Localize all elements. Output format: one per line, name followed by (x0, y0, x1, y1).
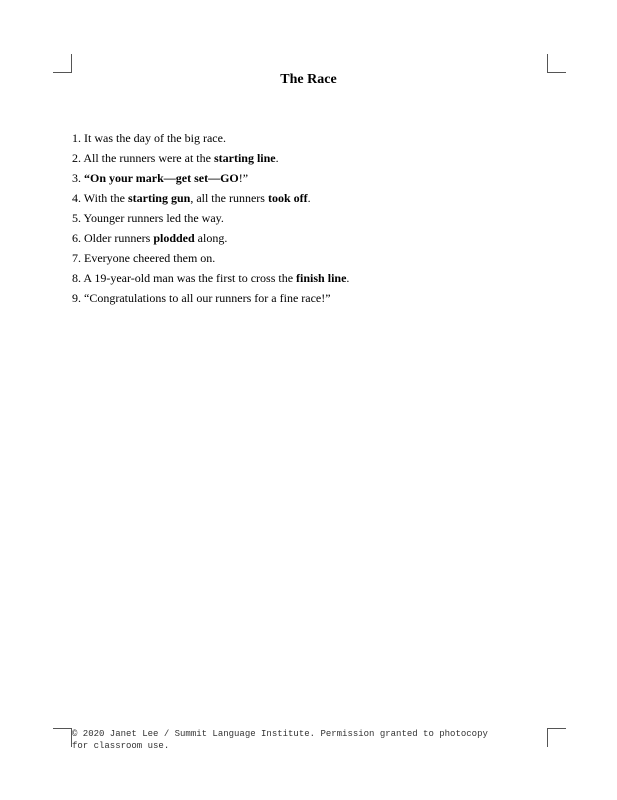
sentence-text: . (275, 151, 279, 165)
crop-mark-top-left (53, 54, 72, 73)
sentence-text: 3. (72, 171, 84, 185)
sentence-item (72, 228, 349, 248)
sentence-item (72, 248, 349, 268)
sentence-text: 6. Older runners (72, 231, 154, 245)
sentence-text: , all the runners (190, 191, 268, 205)
sentence-item (72, 148, 349, 168)
sentence-text: along. (194, 231, 228, 245)
crop-mark-bottom-left (53, 728, 72, 747)
sentence-item (72, 288, 349, 308)
sentence-text: 9. “Congratulations to all our runners for a fine race!” (72, 291, 331, 305)
page-title: The Race (280, 72, 337, 87)
sentence-text: !” (238, 171, 249, 185)
footer-line-2: for classroom use. (72, 741, 170, 751)
sentence-text: 7. Everyone cheered them on. (72, 251, 216, 265)
sentence-text: . (307, 191, 311, 205)
bold-phrase: starting gun (127, 191, 191, 205)
sentence-text: 4. With the (72, 191, 128, 205)
sentence-item (72, 208, 349, 228)
bold-phrase: starting line (213, 151, 276, 165)
copyright-footer (72, 728, 546, 752)
bold-phrase: finish line (296, 271, 347, 285)
sentence-text: 1. It was the day of the big race. (72, 131, 226, 145)
bold-phrase: took off (267, 191, 308, 205)
sentence-item (72, 268, 349, 288)
sentence-item (72, 128, 349, 148)
sentence-item (72, 188, 349, 208)
footer-line-1: © 2020 Janet Lee / Summit Language Institute. Permission granted to photocopy (72, 729, 488, 739)
bold-phrase: plodded (153, 231, 195, 245)
sentence-list (72, 128, 349, 308)
sentence-text: . (346, 271, 350, 285)
bold-phrase: “On your mark—get set—GO (84, 171, 239, 185)
crop-mark-top-right (547, 54, 566, 73)
sentence-text: 8. A 19-year-old man was the first to cross the (72, 271, 297, 285)
crop-mark-bottom-right (547, 728, 566, 747)
sentence-text: 2. All the runners were at the (72, 151, 214, 165)
sentence-text: 5. Younger runners led the way. (72, 211, 224, 225)
sentence-item (72, 168, 349, 188)
